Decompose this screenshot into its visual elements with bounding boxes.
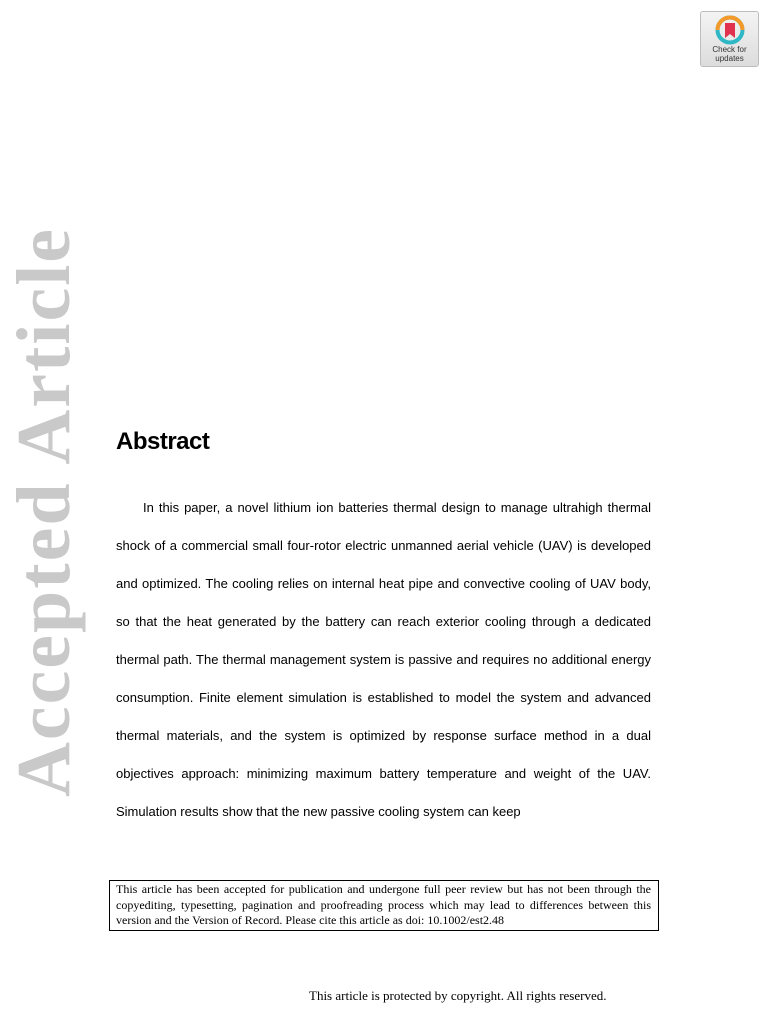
accepted-article-watermark: Accepted Article	[2, 226, 86, 798]
check-for-updates-icon	[715, 15, 745, 45]
abstract-body: In this paper, a novel lithium ion batteries thermal design to manage ultrahigh thermal shock of a commercial small four-rotor electric unmanned aerial vehicle (UAV) is developed and optimized. The cooling relies on internal heat pipe and convective cooling of UAV body, so that the heat generated by the battery can reach exterior cooling through a dedicated thermal path. The thermal management system is passive and requires no additional energy consumption. Finite element simulation is established to model the system and advanced thermal materials, and the system is optimized by response surface method in a dual objectives approach: minimizing maximum battery temperature and weight of the UAV. Simulation results show that the new passive cooling system can keep	[116, 500, 651, 819]
badge-label-line2: updates	[715, 54, 744, 63]
badge-label-line1: Check for	[712, 45, 747, 54]
copyright-footer: This article is protected by copyright. All rights reserved.	[309, 988, 607, 1003]
accepted-article-notice: This article has been accepted for publication and undergone full peer review but has not been through the copyediting, typesetting, pagination and proofreading process which may lead to differences between this version and the Version of Record. Please cite this article as doi: 10.1002/est2.48	[109, 880, 659, 931]
abstract-heading: Abstract	[116, 428, 210, 455]
check-for-updates-badge[interactable]	[700, 11, 759, 67]
